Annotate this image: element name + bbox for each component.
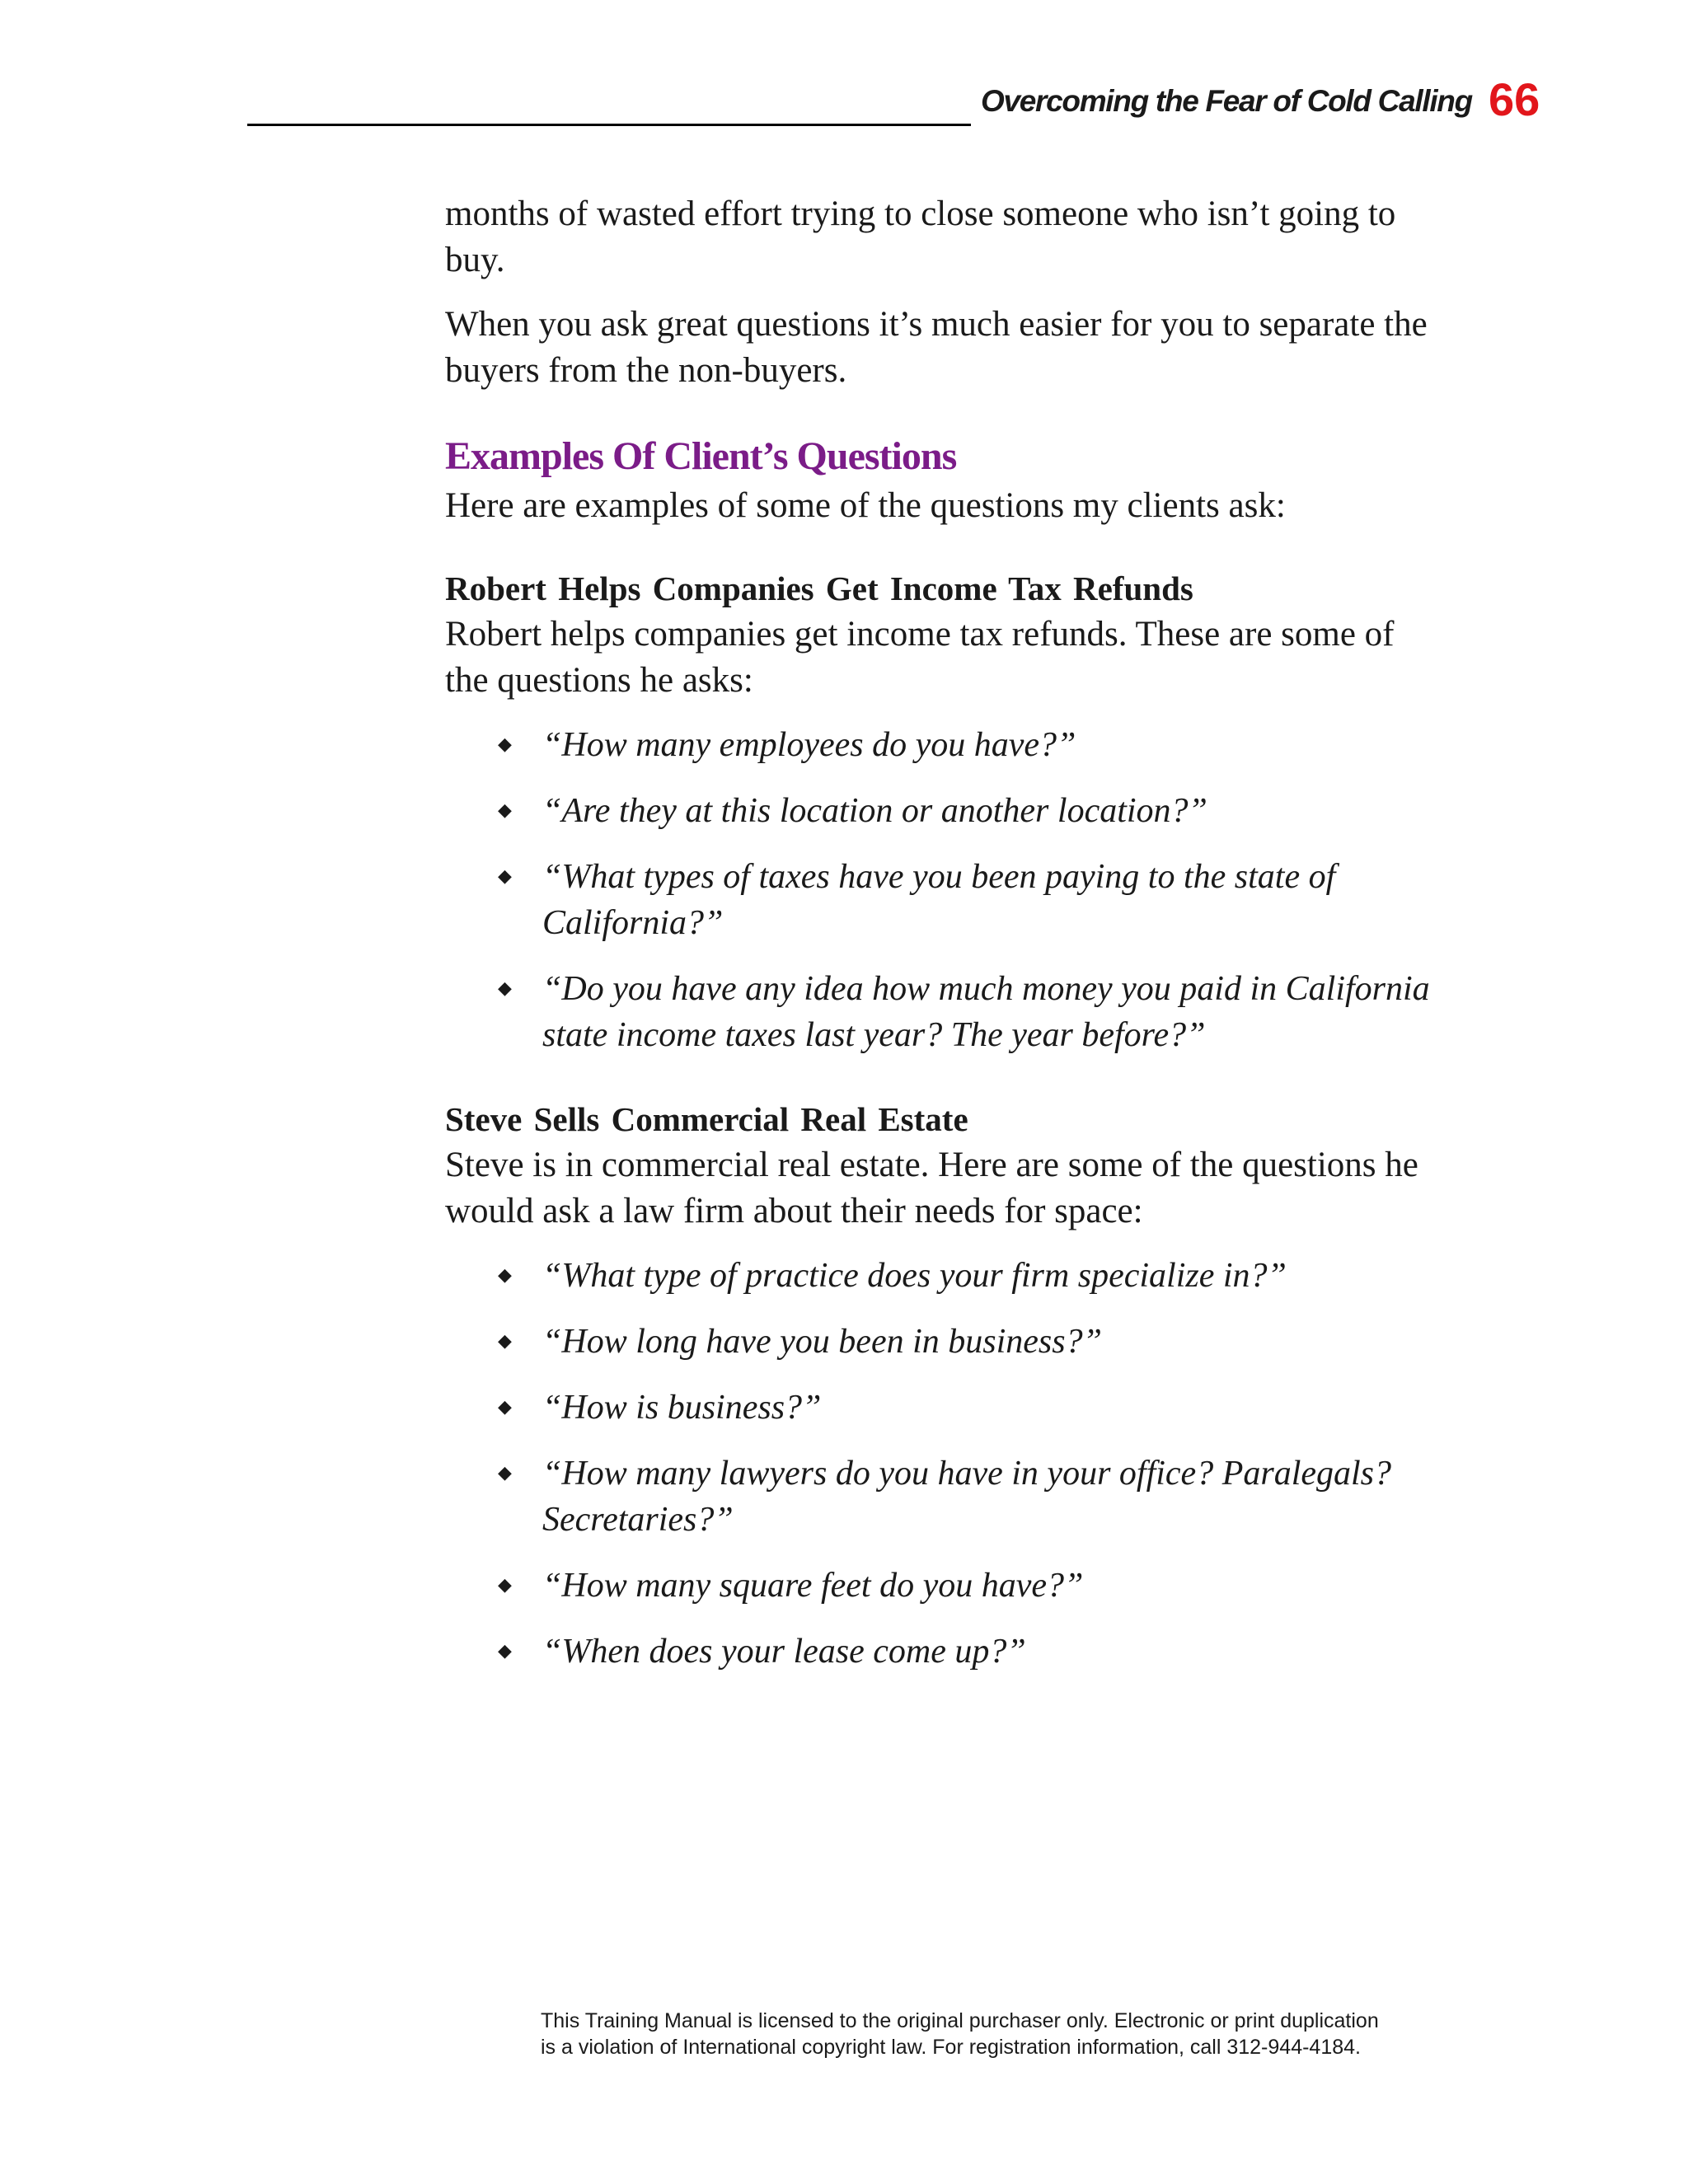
list-item — [445, 1253, 1442, 1299]
list-item — [445, 788, 1442, 834]
question-text: “How many square feet do you have?” — [542, 1567, 1084, 1605]
robert-heading: Robert Helps Companies Get Income Tax Refunds — [445, 569, 1193, 607]
list-item — [445, 1319, 1442, 1365]
robert-text: Robert helps companies get income tax refunds. These are some of the questions he asks: — [445, 615, 1395, 700]
diamond-bullet-icon: ◆ — [498, 1397, 512, 1418]
page-number: 66 — [1489, 73, 1540, 125]
diamond-bullet-icon: ◆ — [498, 1265, 512, 1286]
list-item — [445, 722, 1442, 768]
list-item — [445, 854, 1442, 946]
list-item — [445, 1563, 1442, 1609]
diamond-bullet-icon: ◆ — [498, 1463, 512, 1483]
list-item — [445, 1451, 1442, 1543]
diamond-bullet-icon: ◆ — [498, 1575, 512, 1596]
footer-line-2: is a violation of International copyright law. For registration information, call 312-944-4184. — [541, 2036, 1361, 2059]
question-text: “Are they at this location or another location?” — [542, 792, 1207, 830]
intro-paragraph-2: When you ask great questions it’s much easier for you to separate the buyers from the non-buyers. — [445, 305, 1428, 390]
intro-paragraph-1: months of wasted effort trying to close someone who isn’t going to buy. — [445, 194, 1396, 279]
question-text: “What types of taxes have you been paying to the state of California?” — [542, 858, 1336, 942]
diamond-bullet-icon: ◆ — [498, 800, 512, 821]
question-text: “What type of practice does your firm specialize in?” — [542, 1257, 1287, 1295]
header-rule — [247, 124, 971, 126]
steve-question-list — [445, 1253, 1442, 1675]
list-item — [445, 966, 1442, 1058]
question-text: “How long have you been in business?” — [542, 1323, 1102, 1361]
diamond-bullet-icon: ◆ — [498, 1641, 512, 1661]
question-text: “How is business?” — [542, 1389, 822, 1427]
diamond-bullet-icon: ◆ — [498, 866, 512, 887]
section-heading: Examples Of Client’s Questions — [445, 434, 957, 478]
page-content — [445, 191, 1442, 1694]
diamond-bullet-icon: ◆ — [498, 978, 512, 999]
list-item — [445, 1629, 1442, 1675]
license-footer — [541, 2008, 1431, 2060]
question-text: “When does your lease come up?” — [542, 1633, 1026, 1671]
running-header-title: Overcoming the Fear of Cold Calling — [981, 84, 1472, 118]
question-text: “How many lawyers do you have in your office? Paralegals? Secretaries?” — [542, 1455, 1392, 1539]
diamond-bullet-icon: ◆ — [498, 1331, 512, 1352]
steve-heading: Steve Sells Commercial Real Estate — [445, 1100, 968, 1138]
question-text: “How many employees do you have?” — [542, 726, 1076, 764]
steve-text: Steve is in commercial real estate. Here are some of the questions he would ask a law firm about their needs for space: — [445, 1146, 1418, 1230]
robert-question-list — [445, 722, 1442, 1058]
question-text: “Do you have any idea how much money you paid in California state income taxes last year? The year before?” — [542, 970, 1430, 1054]
footer-line-1: This Training Manual is licensed to the original purchaser only. Electronic or print duplication — [541, 2009, 1379, 2032]
diamond-bullet-icon: ◆ — [498, 734, 512, 755]
list-item — [445, 1385, 1442, 1431]
section-intro: Here are examples of some of the questions my clients ask: — [445, 486, 1286, 525]
